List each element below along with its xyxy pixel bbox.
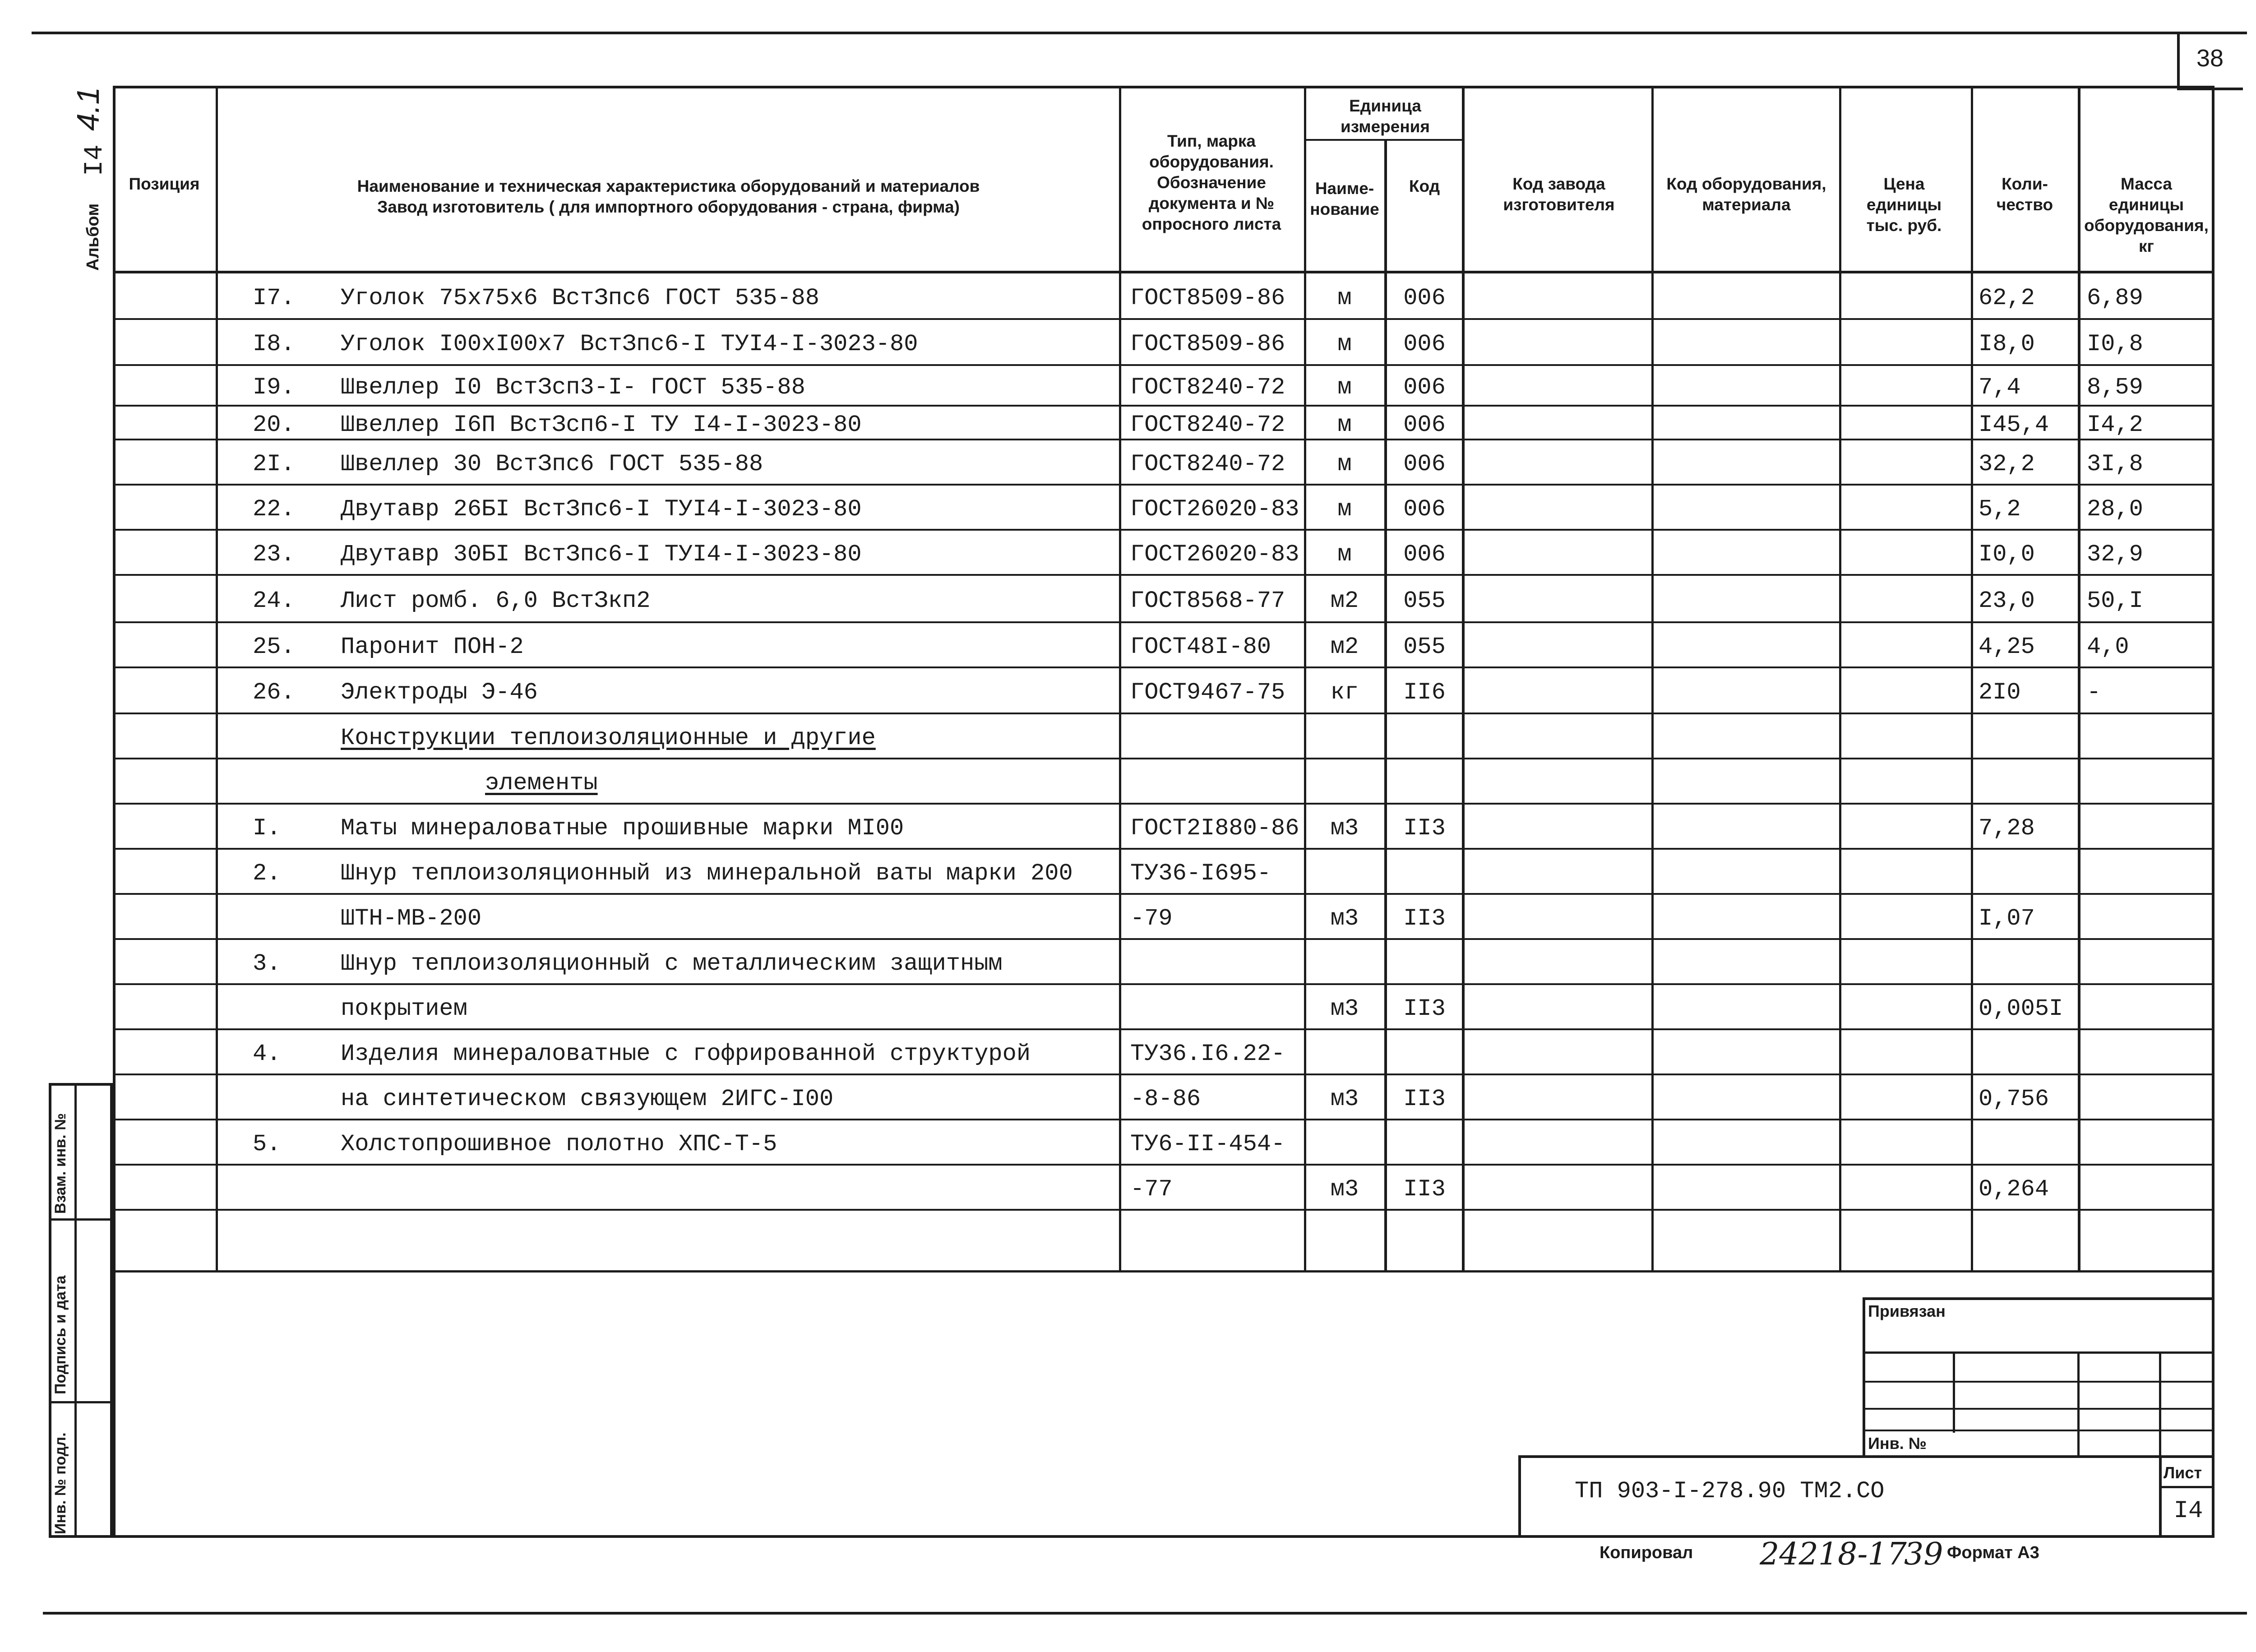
privyazan-label: Привязан	[1868, 1302, 1946, 1320]
cell-type: ГОСТ26020-83	[1130, 496, 1299, 523]
side-stamp-inv-podl: Инв. № подл.	[52, 1432, 69, 1534]
cell-num: 26.	[253, 679, 295, 706]
cell-code: 006	[1403, 374, 1446, 401]
col-line-2	[1119, 86, 1121, 1273]
row-divider	[113, 713, 2214, 714]
cell-num: 2.	[253, 860, 281, 887]
cell-type: ГОСТ48I-80	[1130, 634, 1271, 660]
cell-type: -8-86	[1130, 1086, 1201, 1112]
page-number: 38	[2196, 45, 2224, 72]
cell-unit: м	[1337, 451, 1352, 477]
side-stamp-hline-1	[49, 1218, 113, 1221]
cell-type: ТУ36.I6.22-	[1130, 1041, 1285, 1067]
cell-type: ГОСТ8240-72	[1130, 411, 1285, 438]
header-bottom-line	[113, 271, 2214, 273]
cell-name: Конструкции теплоизоляционные и другие	[341, 725, 876, 751]
cell-type: ГОСТ8509-86	[1130, 285, 1285, 311]
cell-qty: I0,0	[1979, 541, 2035, 568]
row-divider	[113, 621, 2214, 623]
cell-qty: 5,2	[1979, 496, 2021, 523]
album-code: I4	[80, 144, 110, 176]
cell-name: Изделия минераловатные с гофрированной структурой	[341, 1041, 1031, 1067]
cell-unit: м3	[1330, 1176, 1359, 1203]
cell-code: 006	[1403, 285, 1446, 311]
cell-qty: 7,4	[1979, 374, 2021, 401]
privyazan-vline-1	[1953, 1351, 1955, 1433]
row-divider	[113, 318, 2214, 320]
cell-name: Двутавр 30БI ВстЗпс6-I ТУI4-I-3023-80	[341, 541, 862, 568]
cell-num: 3.	[253, 950, 281, 977]
privyazan-hline-3	[1863, 1408, 2214, 1410]
cell-name: Маты минераловатные прошивные марки МI00	[341, 815, 904, 842]
list-divider-h	[2159, 1486, 2214, 1488]
cell-name: на синтетическом связующем 2ИГС-I00	[341, 1086, 834, 1112]
row-divider	[113, 803, 2214, 805]
album-label: Альбом	[83, 203, 102, 271]
col-line-8	[1971, 86, 1973, 1273]
cell-num: 4.	[253, 1041, 281, 1067]
col-line-5	[1462, 86, 1465, 1273]
cell-num: I7.	[253, 285, 295, 311]
header-factory-code: Код завода изготовителя	[1503, 175, 1615, 214]
cell-num: 24.	[253, 587, 295, 614]
cell-mass: 50,I	[2087, 587, 2143, 614]
cell-type: ТУ6-II-454-	[1130, 1131, 1285, 1157]
header-unit-name: Наиме- нование	[1310, 179, 1379, 218]
header-unit-code: Код	[1409, 177, 1440, 195]
cell-name: Паронит ПОН-2	[341, 634, 524, 660]
row-divider	[113, 848, 2214, 850]
header-qty: Коли- чество	[1996, 175, 2053, 214]
cell-unit: м	[1337, 331, 1352, 357]
cell-code: 006	[1403, 331, 1446, 357]
cell-mass: I4,2	[2087, 411, 2143, 438]
cell-type: ГОСТ2I880-86	[1130, 815, 1299, 842]
cell-qty: 0,756	[1979, 1086, 2049, 1112]
cell-mass: I0,8	[2087, 331, 2143, 357]
unit-group-line	[1304, 139, 1464, 141]
cell-mass: 4,0	[2087, 634, 2129, 660]
cell-mass: 32,9	[2087, 541, 2143, 568]
cell-type: ГОСТ8240-72	[1130, 451, 1285, 477]
cell-unit: кг	[1330, 679, 1359, 706]
cell-num: I9.	[253, 374, 295, 401]
cell-name: Уголок I00хI00х7 ВстЗпс6-I ТУI4-I-3023-80	[341, 331, 918, 357]
cell-unit: м3	[1330, 995, 1359, 1022]
cell-name: Шнур теплоизоляционный с металлическим защитным	[341, 950, 1003, 977]
cell-name: Шнур теплоизоляционный из минеральной ваты марки 200	[341, 860, 1073, 887]
cell-code: II3	[1403, 1176, 1446, 1203]
cell-qty: I8,0	[1979, 331, 2035, 357]
cell-unit: м	[1337, 541, 1352, 568]
cell-code: II3	[1403, 905, 1446, 932]
header-name: Наименование и техническая характеристика оборудований и материалов Завод изготовитель ( для импортного оборудования - страна, фирма)	[357, 177, 980, 216]
side-stamp-vzam: Взам. инв. №	[52, 1113, 69, 1214]
bottom-border-line	[43, 1612, 2247, 1615]
cell-unit: м	[1337, 496, 1352, 523]
col-line-9	[2078, 86, 2080, 1273]
privyazan-vline-2	[2077, 1351, 2080, 1455]
row-divider	[113, 1209, 2214, 1211]
header-equipment-code: Код оборудования, материала	[1666, 175, 1826, 214]
cell-code: 055	[1403, 634, 1446, 660]
row-divider	[113, 666, 2214, 668]
cell-num: 2I.	[253, 451, 295, 477]
cell-type: ГОСТ8568-77	[1130, 587, 1285, 614]
col-line-1	[216, 86, 218, 1273]
header-position: Позиция	[129, 175, 200, 193]
row-divider	[113, 405, 2214, 407]
privyazan-hline-1	[1863, 1351, 2214, 1354]
cell-name: покрытием	[341, 995, 467, 1022]
cell-type: -79	[1130, 905, 1173, 932]
row-divider	[113, 529, 2214, 531]
top-border-line	[32, 32, 2247, 34]
table-bottom-line	[113, 1270, 2214, 1273]
cell-unit: м2	[1330, 587, 1359, 614]
cell-qty: 32,2	[1979, 451, 2035, 477]
doc-code: ТП 903-I-278.90 ТМ2.СО	[1575, 1478, 1885, 1504]
cell-num: 5.	[253, 1131, 281, 1157]
cell-name: элементы	[485, 770, 598, 796]
cell-name: Холстопрошивное полотно ХПС-Т-5	[341, 1131, 777, 1157]
cell-qty: 62,2	[1979, 285, 2035, 311]
cell-name: Уголок 75х75х6 ВстЗпс6 ГОСТ 535-88	[341, 285, 819, 311]
cell-type: ГОСТ26020-83	[1130, 541, 1299, 568]
header-price: Цена единицы тыс. руб.	[1866, 175, 1942, 235]
row-divider	[113, 484, 2214, 486]
row-divider	[113, 1164, 2214, 1166]
inv-no-label: Инв. №	[1868, 1434, 1927, 1453]
col-line-7	[1839, 86, 1841, 1273]
row-divider	[113, 1028, 2214, 1030]
cell-type: ГОСТ8509-86	[1130, 331, 1285, 357]
row-divider	[113, 938, 2214, 940]
cell-code: II3	[1403, 815, 1446, 842]
cell-name: Швеллер I0 ВстЗсп3-I- ГОСТ 535-88	[341, 374, 805, 401]
cell-type: -77	[1130, 1176, 1173, 1203]
row-divider	[113, 893, 2214, 895]
privyazan-hline-4	[1863, 1430, 2214, 1431]
side-stamp-podpis: Подпись и дата	[52, 1275, 69, 1394]
cell-qty: 23,0	[1979, 587, 2035, 614]
cell-num: 23.	[253, 541, 295, 568]
row-divider	[113, 364, 2214, 366]
privyazan-box	[1863, 1297, 2214, 1455]
cell-type: ГОСТ9467-75	[1130, 679, 1285, 706]
privyazan-hline-2	[1863, 1381, 2214, 1383]
cell-mass: 6,89	[2087, 285, 2143, 311]
cell-num: I.	[253, 815, 281, 842]
format-label: Формат А3	[1947, 1543, 2039, 1562]
cell-mass: 3I,8	[2087, 451, 2143, 477]
cell-name: Швеллер 30 ВстЗпс6 ГОСТ 535-88	[341, 451, 763, 477]
row-divider	[113, 1074, 2214, 1075]
cell-type: ТУ36-I695-	[1130, 860, 1271, 887]
privyazan-vline-3	[2159, 1351, 2161, 1455]
cell-code: II3	[1403, 1086, 1446, 1112]
cell-num: 22.	[253, 496, 295, 523]
cell-mass: -	[2087, 679, 2101, 706]
cell-qty: I,07	[1979, 905, 2035, 932]
row-divider	[113, 1119, 2214, 1120]
cell-code: II6	[1403, 679, 1446, 706]
cell-unit: м3	[1330, 905, 1359, 932]
cell-qty: 4,25	[1979, 634, 2035, 660]
cell-qty: 2I0	[1979, 679, 2021, 706]
cell-qty: 0,264	[1979, 1176, 2049, 1203]
cell-unit: м2	[1330, 634, 1359, 660]
cell-unit: м3	[1330, 1086, 1359, 1112]
col-line-6	[1651, 86, 1654, 1273]
cell-unit: м	[1337, 285, 1352, 311]
side-stamp-hline-2	[49, 1401, 113, 1403]
cell-unit: м	[1337, 374, 1352, 401]
list-number: I4	[2173, 1497, 2203, 1525]
cell-name: ШТН-МВ-200	[341, 905, 482, 932]
header-type: Тип, марка оборудования. Обозначение документа и № опросного листа	[1142, 132, 1281, 233]
row-divider	[113, 574, 2214, 576]
row-divider	[113, 439, 2214, 440]
header-mass: Масса единицы оборудования, кг	[2084, 175, 2209, 255]
list-label: Лист	[2164, 1463, 2202, 1482]
kopiroval-label: Копировал	[1600, 1543, 1693, 1562]
cell-unit: м	[1337, 411, 1352, 438]
cell-num: 20.	[253, 411, 295, 438]
cell-qty: 0,005I	[1979, 995, 2063, 1022]
cell-code: 055	[1403, 587, 1446, 614]
cell-qty: 7,28	[1979, 815, 2035, 842]
cell-code: II3	[1403, 995, 1446, 1022]
cell-unit: м3	[1330, 815, 1359, 842]
list-divider-v	[2159, 1455, 2162, 1538]
cell-code: 006	[1403, 541, 1446, 568]
cell-type: ГОСТ8240-72	[1130, 374, 1285, 401]
handwritten-sheet: 39	[1904, 1536, 1943, 1572]
header-unit-group: Единица измерения	[1340, 97, 1430, 136]
cell-name: Швеллер I6П ВстЗсп6-I ТУ I4-I-3023-80	[341, 411, 862, 438]
handwritten-number: 24218-17	[1760, 1536, 1907, 1572]
cell-num: I8.	[253, 331, 295, 357]
cell-qty: I45,4	[1979, 411, 2049, 438]
cell-name: Двутавр 26БI ВстЗпс6-I ТУI4-I-3023-80	[341, 496, 862, 523]
row-divider	[113, 983, 2214, 985]
album-vol: 4.1	[70, 87, 106, 131]
cell-mass: 8,59	[2087, 374, 2143, 401]
cell-code: 006	[1403, 411, 1446, 438]
side-stamp-divider	[74, 1083, 77, 1538]
cell-name: Лист ромб. 6,0 ВстЗкп2	[341, 587, 651, 614]
row-divider	[113, 758, 2214, 759]
cell-mass: 28,0	[2087, 496, 2143, 523]
cell-num: 25.	[253, 634, 295, 660]
cell-code: 006	[1403, 451, 1446, 477]
cell-code: 006	[1403, 496, 1446, 523]
cell-name: Электроды Э-46	[341, 679, 538, 706]
